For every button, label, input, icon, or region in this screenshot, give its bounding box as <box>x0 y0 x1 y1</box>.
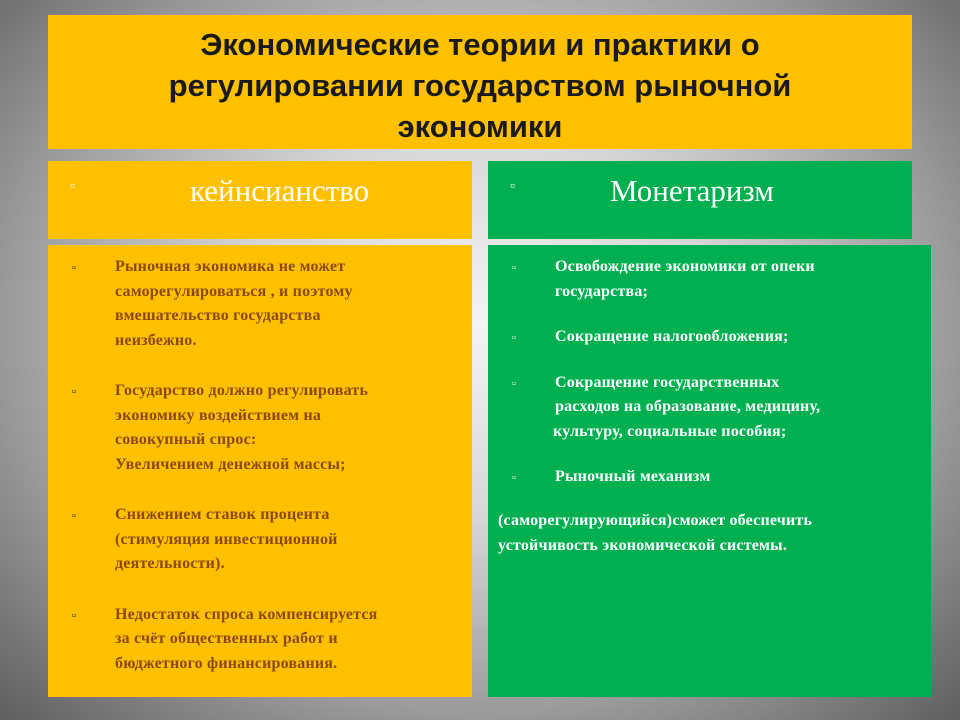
square-bullet-icon: ▫ <box>512 332 517 344</box>
list-item-line: (стимуляция инвестиционной <box>115 530 338 548</box>
list-item <box>488 371 931 445</box>
list-item-line: Государство должно регулировать <box>115 382 369 399</box>
monetarism-label: Монетаризм <box>610 173 774 208</box>
list-item <box>48 255 472 353</box>
list-item <box>488 255 931 304</box>
list-item-line: совокупный спрос: <box>115 431 257 448</box>
list-item-line: Недостаток спроса компенсируется <box>115 605 378 623</box>
square-bullet-icon: ▫ <box>512 262 517 274</box>
list-item-line: Рыночный механизм <box>555 468 711 485</box>
monetarism-list <box>488 245 931 490</box>
square-bullet-icon: ▫ <box>72 510 77 522</box>
monetarism-header <box>488 161 912 239</box>
list-item-line: Сокращение государственных <box>555 373 780 391</box>
list-item-line: экономику воздействием на <box>115 406 322 424</box>
paragraph-line: устойчивость экономической системы. <box>498 536 788 554</box>
list-item-line: деятельности). <box>115 555 225 572</box>
list-item-line: бюджетного финансирования. <box>115 654 338 672</box>
title-banner <box>48 15 912 149</box>
square-bullet-icon: ▫ <box>510 179 515 194</box>
title-line: регулировании государством рыночной <box>168 67 792 103</box>
slide-title <box>100 24 860 147</box>
square-bullet-icon: ▫ <box>72 609 77 622</box>
list-item <box>48 379 472 477</box>
keynesianism-header <box>48 161 472 239</box>
list-item-line: Увеличением денежной массы; <box>115 455 346 473</box>
list-item <box>488 465 931 490</box>
square-bullet-icon: ▫ <box>72 262 77 274</box>
square-bullet-icon: ▫ <box>70 179 75 194</box>
keynesianism-list <box>48 245 472 676</box>
list-item <box>48 503 472 577</box>
list-item <box>488 325 931 350</box>
keynesianism-panel <box>48 245 472 697</box>
paragraph-line: (саморегулирующийся)сможет обеспечить <box>498 512 813 529</box>
title-line: экономики <box>397 108 563 144</box>
list-item-line: за счёт общественных работ и <box>115 630 338 647</box>
list-item <box>48 603 472 677</box>
square-bullet-icon: ▫ <box>72 386 77 398</box>
keynesianism-label: кейнсианство <box>190 173 370 208</box>
list-item-line: культуру, социальные пособия; <box>553 422 787 440</box>
list-item-line: государства; <box>555 282 649 300</box>
list-item-line: Освобождение экономики от опеки <box>555 258 815 275</box>
list-item-line: расходов на образование, медицину, <box>555 398 821 415</box>
list-item-line: вмешательство государства <box>115 307 321 324</box>
list-item-line: Снижением ставок процента <box>115 506 330 523</box>
monetarism-panel <box>488 245 931 697</box>
monetarism-paragraph <box>498 509 923 558</box>
list-item-line: неизбежно. <box>115 331 197 349</box>
square-bullet-icon: ▫ <box>512 472 517 484</box>
square-bullet-icon: ▫ <box>512 377 517 390</box>
list-item-line: Рыночная экономика не может <box>115 258 346 275</box>
title-line: Экономические теории и практики о <box>200 26 760 62</box>
list-item-line: саморегулироваться , и поэтому <box>115 282 353 300</box>
list-item-line: Сокращение налогообложения; <box>555 328 789 345</box>
